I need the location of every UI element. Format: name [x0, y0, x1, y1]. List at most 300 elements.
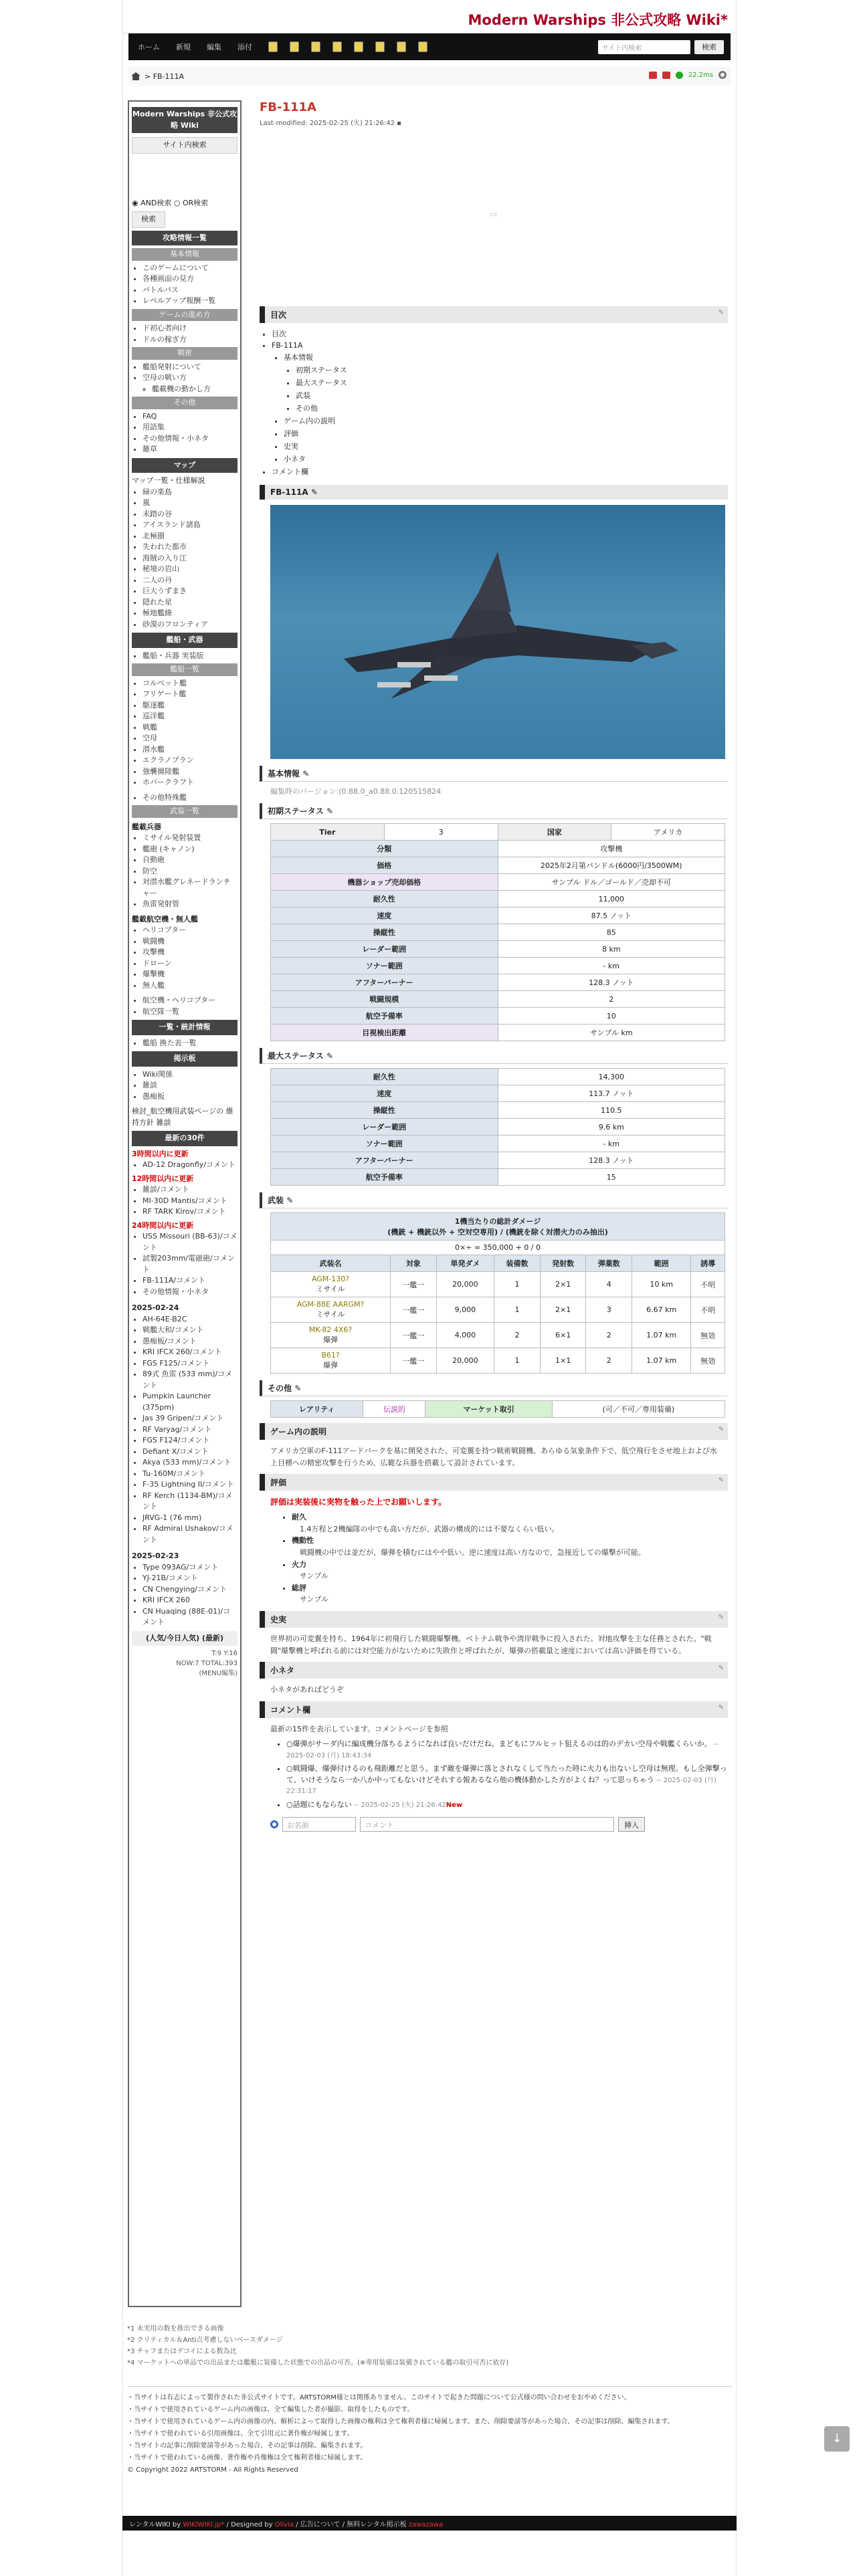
table-cell: 航空予備率: [271, 1169, 498, 1186]
footnote: *3 チャフまたはデコイによる数為比: [127, 2348, 237, 2355]
list-item[interactable]: • 航空機・ヘリコプター: [142, 995, 237, 1006]
scroll-top-button[interactable]: [824, 2426, 850, 2452]
edit-icon[interactable]: ✎: [326, 807, 334, 816]
recent-12h-list: [132, 1184, 237, 1218]
list-item[interactable]: • 強襲揚陸艦: [142, 766, 237, 778]
eval-list: [292, 1511, 728, 1606]
section-history-text: 史実: [270, 1614, 287, 1624]
list-item[interactable]: • 艦船発射について: [142, 362, 237, 373]
sidebar-section-attack: 攻略情報一覧: [132, 231, 237, 246]
table-cell: 20,000: [436, 1272, 494, 1297]
other-table: [270, 1400, 725, 1418]
list-item[interactable]: • その他情報・小ネタ: [142, 433, 237, 445]
list-item[interactable]: • KRI IFCX 260/コメント: [142, 1347, 237, 1358]
table-row: [271, 991, 725, 1008]
map-category[interactable]: マップ一覧・仕様解説: [132, 476, 205, 485]
list-item[interactable]: • 愚痴板: [142, 1091, 237, 1103]
section-weapons-text: 武装: [268, 1196, 284, 1205]
list-item[interactable]: • レベルアップ報酬一覧: [142, 296, 237, 307]
comment-input[interactable]: コメント: [360, 1817, 614, 1832]
table-cell: ソナー範囲: [271, 958, 498, 974]
stats-list: [132, 1038, 237, 1049]
nav-attach[interactable]: 添付: [237, 43, 252, 51]
table-cell: 2: [586, 1348, 632, 1374]
table-cell: 10: [498, 1008, 725, 1025]
list-item[interactable]: • 空母の戦い方: [142, 372, 237, 384]
header: [123, 0, 736, 33]
toolbar-list-icon[interactable]: [354, 41, 363, 52]
list-item[interactable]: • 駆逐艦: [142, 700, 237, 712]
copyright-block: [127, 2386, 733, 2476]
list-item[interactable]: • 未踏の谷: [142, 509, 237, 520]
copyright-line: ・当サイトで使用されているゲーム内の画像は、全て編集した者が撮影、取得をしたものです。: [127, 2406, 414, 2413]
toolbar-rename-icon[interactable]: [290, 41, 299, 52]
table-cell: 10 km: [632, 1272, 690, 1297]
gear-icon[interactable]: [719, 71, 727, 79]
toc-item[interactable]: • コメント欄: [272, 466, 728, 477]
copyright-line: ・当サイトで使用されているゲーム内の画像の内、解析によって取得した画像の権利は全て権利者様に帰属します。また、削除要請等があった場合、その記事は削除、編集されます。: [127, 2418, 674, 2426]
table-cell: 1: [494, 1297, 541, 1323]
list-item[interactable]: • 雑談: [142, 1080, 237, 1091]
section-heading-other: [260, 1380, 728, 1396]
list-item[interactable]: • 戦艦: [142, 722, 237, 734]
table-cell: [271, 1323, 391, 1348]
bookmark-icon[interactable]: [662, 72, 670, 79]
list-item[interactable]: • 空母: [142, 733, 237, 744]
footer-rental-link[interactable]: zawazawa: [408, 2521, 444, 2529]
air-extra-list: [132, 995, 237, 1017]
toc-item[interactable]: • 基本情報: [284, 352, 728, 362]
list-item[interactable]: • 海賊の入り江: [142, 553, 237, 564]
table-row: [271, 974, 725, 991]
table-cell: レーダー範囲: [271, 1119, 498, 1136]
table-cell: 113.7 ノット: [498, 1085, 725, 1102]
list-item[interactable]: • コルベット艦: [142, 678, 237, 689]
table-cell: [271, 1348, 391, 1374]
list-item[interactable]: • 愚痴板/コメント: [142, 1336, 237, 1348]
table-header: 装備数: [494, 1255, 541, 1272]
toc-heading-text: 目次: [270, 310, 287, 320]
toc-item[interactable]: • 武装: [296, 390, 728, 401]
list-item[interactable]: • 艦船・兵器 実装版: [142, 651, 237, 662]
edit-icon[interactable]: ✎: [718, 1477, 724, 1485]
list-item[interactable]: • 二人の丹: [142, 575, 237, 586]
ships-link-list: [132, 651, 237, 662]
table-header: 誘導: [691, 1255, 725, 1272]
edit-icon[interactable]: ✎: [718, 1665, 724, 1673]
toc-item[interactable]: • 評価: [284, 428, 728, 439]
ad-placeholder: [260, 127, 728, 301]
nav-home[interactable]: ホーム: [138, 43, 160, 51]
section-initial-text: 初期ステータス: [268, 807, 324, 816]
header-search-button[interactable]: 検索: [694, 40, 724, 54]
toc-item[interactable]: • 史実: [284, 441, 728, 451]
edit-icon[interactable]: ✎: [718, 1426, 724, 1433]
table-row: [271, 1297, 725, 1323]
version-text: 編集時のバージョン:(0.88.0_a0.88.0.120515824: [270, 787, 442, 796]
list-item[interactable]: • 各種画面の見方: [142, 274, 237, 285]
name-input[interactable]: お名前: [282, 1817, 356, 1832]
list-item[interactable]: • AD-12 Dragonfly/コメント: [142, 1160, 237, 1171]
list-item[interactable]: • 89式 魚雷 (533 mm)/コメント: [142, 1369, 237, 1391]
toc: [260, 328, 728, 477]
history-text: 世界初の可変翼を持ち、1964年に初飛行した戦闘爆撃機。ベトナム戦争や湾岸戦争に投入された。対地攻撃を主な任務とされた。"戦闘"爆撃機と呼ばれる前には対空能力がないために失敗作と呼ばれたが、爆弾の搭載量と速度においては高い評価を得ている。: [270, 1634, 712, 1655]
footer-text: / Designed by: [226, 2521, 273, 2529]
list-item[interactable]: • フリゲート艦: [142, 689, 237, 700]
section-heading-max: [260, 1048, 728, 1064]
list-item[interactable]: • 戦闘機: [142, 936, 237, 948]
other-list: [132, 411, 237, 455]
table-cell: 15: [498, 1169, 725, 1186]
list-item[interactable]: • FGS F124/コメント: [142, 1435, 237, 1446]
recent-24h-list: [132, 1231, 237, 1297]
table-cell: 2×1: [540, 1297, 586, 1323]
comment-form: [270, 1817, 717, 1832]
list-item[interactable]: • Akya (533 mm)/コメント: [142, 1457, 237, 1469]
list-item[interactable]: • このゲームについて: [142, 263, 237, 274]
toolbar-help-icon[interactable]: [397, 41, 406, 52]
recent-3h-label: 3時間以内に更新: [132, 1149, 189, 1158]
table-row: [271, 1169, 725, 1186]
site-title[interactable]: Modern Warships 非公式攻略 Wiki*: [468, 12, 728, 28]
caption-line: 1機当たりの総計ダメージ: [454, 1217, 541, 1226]
sidebar-section-map: マップ: [132, 458, 237, 473]
list-item[interactable]: • 潜水艦: [142, 744, 237, 756]
list-item[interactable]: • FGS F125/コメント: [142, 1358, 237, 1370]
table-header: 対象: [391, 1255, 437, 1272]
list-item[interactable]: • その他特殊艦: [142, 792, 237, 804]
table-cell: 1×1: [540, 1348, 586, 1374]
edit-icon[interactable]: ✎: [718, 309, 724, 316]
section-trivia-text: 小ネタ: [270, 1666, 295, 1676]
table-cell: 不明: [691, 1297, 725, 1323]
toc-item[interactable]: • 初期ステータス: [296, 364, 728, 375]
edit-icon[interactable]: ✎: [718, 1613, 724, 1621]
list-item[interactable]: • 巡洋艦: [142, 711, 237, 722]
home-icon[interactable]: [131, 72, 140, 80]
desc-text: アメリカ空軍のF-111アードバークを基に開発された、可変翼を持つ戦術戦闘機。あらゆる気象条件下で、低空飛行をさせ地上および水上目標への精密攻撃を行うため、広範な兵器を搭載して設計されています。: [270, 1446, 717, 1467]
header-search-input[interactable]: サイト内検索: [598, 40, 690, 54]
sidebar-section-ships: 艦船・武器: [132, 633, 237, 648]
table-cell: 操縦性: [271, 924, 498, 941]
toc-item[interactable]: • 小ネタ: [284, 453, 728, 464]
list-item[interactable]: • ドローン: [142, 958, 237, 970]
toc-item[interactable]: • 目次: [272, 328, 728, 339]
list-item[interactable]: • 極地艦線: [142, 608, 237, 619]
weapon-type: ミサイル: [316, 1310, 345, 1319]
list-item[interactable]: • 自動砲: [142, 855, 237, 866]
copyright-line: ・当サイトで使われている画像、著作権や肖像権は全て権利者様に帰属します。: [127, 2454, 367, 2462]
section-basic-text: 基本情報: [268, 769, 300, 778]
air-category[interactable]: 艦載航空機・無人艦: [132, 914, 198, 924]
table-cell: 6×1: [540, 1323, 586, 1348]
list-item[interactable]: • 嵐: [142, 498, 237, 509]
table-row: [271, 958, 725, 974]
table-cell: 目視検出距離: [271, 1025, 498, 1041]
comment-text: ○爆弾がサーダ内に編成機分落ちるようになれば良いだけだね。まどもにフルヒット狙えるのは的のデカい空母や戦艦くらいか。: [286, 1739, 712, 1749]
copyright-line: © Copyright 2022 ARTSTORM - All Rights Reserved: [127, 2466, 298, 2474]
sidebar-wiki-name[interactable]: Modern Warships 非公式攻略 Wiki: [132, 107, 237, 133]
list-item[interactable]: • ド初心者向け: [142, 323, 237, 334]
basic-list: [132, 263, 237, 307]
and-label: AND検索: [140, 198, 172, 207]
list-item[interactable]: • エクラノプラン: [142, 755, 237, 766]
ad-icon: ▭: [490, 209, 498, 219]
ship-list: [132, 678, 237, 788]
recent-d1-list: [132, 1314, 237, 1546]
list-item[interactable]: • 艦砲 (キャノン): [142, 844, 237, 855]
arrow-down-icon: ↓: [832, 2432, 842, 2446]
table-row: [271, 1102, 725, 1119]
list-item[interactable]: • YJ-21B/コメント: [142, 1573, 237, 1584]
sidebar-section-weapons: 武装一覧: [132, 805, 237, 818]
table-cell: 3: [586, 1297, 632, 1323]
list-item[interactable]: • 艦船 換た表一覧: [142, 1038, 237, 1049]
table-cell: 14,300: [498, 1069, 725, 1085]
table-row: [271, 1348, 725, 1374]
toc-item[interactable]: • 最大ステータス: [296, 377, 728, 388]
section-heading-history: [260, 1611, 728, 1628]
toolbar-recent-icon[interactable]: [375, 41, 385, 52]
list-item[interactable]: • 雑談/コメント: [142, 1184, 237, 1196]
list-item[interactable]: ◦ 艦載機の動かし方: [152, 384, 237, 395]
table-header: 単発ダメ: [436, 1255, 494, 1272]
list-item[interactable]: • Defiant X/コメント: [142, 1446, 237, 1458]
list-item[interactable]: • 失われた都市: [142, 542, 237, 553]
toolbar-backup-icon[interactable]: [332, 41, 342, 52]
table-header: 武装名: [271, 1255, 391, 1272]
menu-edit-link[interactable]: (MENU編集): [199, 1670, 237, 1677]
footer-designer-link[interactable]: Olivia: [274, 2521, 294, 2529]
comment-meta: -- 2025-02-03 (月) 18:43:34: [286, 1741, 719, 1759]
toc-heading: [260, 306, 728, 323]
caption-line: (機銃 + 機銃以外 + 空対空専用) / (機銃を除く対潜火力のみ抽出): [387, 1228, 608, 1237]
table-cell: 9,000: [436, 1297, 494, 1323]
toolbar-rss-icon[interactable]: [418, 41, 427, 52]
section-comments-text: コメント欄: [270, 1705, 311, 1715]
table-row: [271, 1152, 725, 1169]
list-item[interactable]: • ヘリコプター: [142, 925, 237, 936]
list-item[interactable]: • ドルの稼ぎ方: [142, 334, 237, 346]
sidebar-section-shiplist: 艦船一覧: [132, 663, 237, 676]
list-item[interactable]: • ホバークラフト: [142, 777, 237, 788]
initial-stats-table: [270, 823, 725, 1041]
weapon-name[interactable]: MK-82 4X6?: [308, 1325, 353, 1334]
sidebar-section-board: 掲示板: [132, 1051, 237, 1067]
list-item[interactable]: • F-35 Lightning II/コメント: [142, 1479, 237, 1491]
footer: [122, 2516, 737, 2531]
weapons-total: 0×÷ = 350,000 + 0 / 0: [271, 1241, 725, 1255]
section-max-text: 最大ステータス: [268, 1051, 324, 1061]
footer-ad-link[interactable]: / 広告について: [296, 2521, 341, 2529]
toc-item[interactable]: • ゲーム内の説明: [284, 415, 728, 426]
status-dot-icon: [676, 72, 683, 79]
table-cell: アフターバーナー: [271, 974, 498, 991]
list-item[interactable]: • Tu-160M/コメント: [142, 1469, 237, 1480]
recent-12h-label: 12時間以内に更新: [132, 1174, 194, 1183]
eval-desc: 戦闘機の中では並だが、爆弾を積むにはやや低い。逆に速度は高い方なので、急接近しての爆撃が可能。: [300, 1547, 646, 1557]
table-cell: 8 km: [498, 941, 725, 958]
list-item[interactable]: • USS Missouri (BB-63)/コメント: [142, 1231, 237, 1253]
sidebar-search-button[interactable]: サイト内検索: [132, 137, 237, 154]
navbar: [128, 33, 731, 60]
table-cell: 6.67 km: [632, 1297, 690, 1323]
list-item[interactable]: • その他情報・小ネタ: [142, 1287, 237, 1298]
toc-item[interactable]: • その他: [296, 403, 728, 413]
list-item[interactable]: • Wiki関係: [142, 1069, 237, 1081]
table-cell: アフターバーナー: [271, 1152, 498, 1169]
footer-brand-link[interactable]: WIKIWIKI.jp*: [183, 2521, 225, 2529]
list-item[interactable]: • 航空隊一覧: [142, 1006, 237, 1018]
edit-icon[interactable]: ✎: [310, 488, 318, 497]
list-item[interactable]: • RF TARK Kirov/コメント: [142, 1206, 237, 1218]
sidebar-section-other: その他: [132, 397, 237, 409]
toolbar-copy-icon[interactable]: [268, 41, 278, 52]
main-content: [260, 100, 728, 1838]
list-item[interactable]: • 北極圏: [142, 531, 237, 542]
list-item[interactable]: • MI-30D Mantis/コメント: [142, 1196, 237, 1207]
list-item[interactable]: • 対潜水艦グレネードランチャー: [142, 877, 237, 899]
table-cell: 20,000: [436, 1348, 494, 1374]
list-item[interactable]: • 魚雷発射管: [142, 899, 237, 910]
list-item[interactable]: • 無人艦: [142, 980, 237, 992]
sidebar-section-stats: 一覧・統計情報: [132, 1020, 237, 1035]
table-row: [271, 891, 725, 907]
eval-title: 総評: [292, 1583, 306, 1592]
list-item[interactable]: • RF Kerch (1134-BM)/コメント: [142, 1491, 237, 1513]
list-item[interactable]: • Pumpkin Launcher (375pm): [142, 1391, 237, 1413]
section-eval-text: 評価: [270, 1478, 287, 1488]
list-item[interactable]: • 戦艦大和/コメント: [142, 1325, 237, 1336]
list-item: [292, 1559, 728, 1582]
table-cell: 2: [498, 991, 725, 1008]
list-item[interactable]: • 攻撃機: [142, 947, 237, 958]
nav-edit[interactable]: 編集: [207, 43, 221, 51]
table-cell: 分類: [271, 841, 498, 857]
table-cell: 無効: [691, 1323, 725, 1348]
table-header: 弾薬数: [586, 1255, 632, 1272]
weapon-name[interactable]: AGM-88E AARGM?: [296, 1300, 365, 1309]
footnote: *4 マーケットへの単品での出品または艦艇に装備した状態での出品の可否。(※専用装備は装備されている艦の取引可否に依存): [127, 2359, 509, 2367]
visitors-title[interactable]: (人気/今日人気) (最新): [132, 1631, 237, 1646]
comments-intro[interactable]: 最新の15件を表示しています。コメントページを参照: [270, 1724, 448, 1733]
list-item[interactable]: • 巨大うずまき: [142, 586, 237, 597]
recent-date-2: 2025-02-23: [132, 1551, 179, 1560]
air-list: [132, 925, 237, 991]
board-list: [132, 1069, 237, 1103]
breadcrumb-bar: [128, 67, 731, 86]
list-item[interactable]: • 試製203mm/電磁砲/コメント: [142, 1253, 237, 1275]
list-item[interactable]: • Jas 39 Gripen/コメント: [142, 1413, 237, 1424]
list-item[interactable]: • CN Huaqing (88E-01)/コメント: [142, 1606, 237, 1628]
section-main-text: FB-111A: [270, 488, 308, 497]
trivia-text: 小ネタがあればどうぞ: [270, 1685, 344, 1695]
list-item[interactable]: • 砂漠のフロンティア: [142, 619, 237, 631]
table-cell: 110.5: [498, 1102, 725, 1119]
sidebar-section-tactics: 戦術: [132, 347, 237, 360]
comment-radio[interactable]: [270, 1820, 278, 1828]
list-item[interactable]: • Type 093AG/コメント: [142, 1562, 237, 1574]
weapon-category[interactable]: 艦載兵器: [132, 822, 161, 831]
toolbar-diff-icon[interactable]: [311, 41, 320, 52]
section-heading-eval: [260, 1474, 728, 1491]
sidebar-section-progress: ゲームの進め方: [132, 309, 237, 322]
nav-new[interactable]: 新規: [176, 43, 191, 51]
weapon-list: [132, 833, 237, 910]
breadcrumb[interactable]: > FB-111A: [145, 72, 185, 81]
table-cell: 1.07 km: [632, 1323, 690, 1348]
list-item[interactable]: • FAQ: [142, 411, 237, 423]
edit-icon[interactable]: ✎: [718, 1703, 724, 1711]
list-item[interactable]: • CN Chengying/コメント: [142, 1584, 237, 1596]
table-cell: 操縦性: [271, 1102, 498, 1119]
table-cell: 航空予備率: [271, 1008, 498, 1025]
insert-button[interactable]: 挿入: [618, 1817, 645, 1832]
list-item[interactable]: • 秘境の岩山: [142, 564, 237, 575]
clock-icon: ▪: [397, 120, 401, 127]
map-list: [132, 487, 237, 631]
table-cell: 2: [494, 1323, 541, 1348]
edit-icon[interactable]: ✎: [326, 1051, 334, 1061]
edit-icon[interactable]: ✎: [286, 1196, 294, 1205]
table-cell: 128.3 ノット: [498, 1152, 725, 1169]
list-item[interactable]: • アイスランド諸島: [142, 520, 237, 531]
list-item[interactable]: • RF Admiral Ushakov/コメント: [142, 1523, 237, 1545]
edit-icon[interactable]: ✎: [302, 769, 310, 778]
list-item[interactable]: • ミサイル発射装置: [142, 833, 237, 844]
weapon-name[interactable]: B61?: [321, 1351, 340, 1360]
list-item[interactable]: • 用語集: [142, 422, 237, 433]
last-modified: [260, 117, 728, 127]
list-item[interactable]: • 緑の楽島: [142, 487, 237, 498]
list-item[interactable]: • FB-111A/コメント: [142, 1275, 237, 1287]
weapon-name[interactable]: AGM-130?: [311, 1275, 350, 1283]
toc-item[interactable]: • FB-111A: [272, 341, 728, 350]
maint-link[interactable]: 検討_航空機用武装ページの 維持方針 雑談: [132, 1107, 233, 1127]
eval-desc: 1.4万程と2機編隊の中でも高い方だが、武器の構成的には不要なくらい低い。: [300, 1524, 559, 1533]
list-item: [292, 1535, 728, 1558]
list-item[interactable]: • RF Varyag/コメント: [142, 1424, 237, 1436]
table-row: [271, 857, 725, 874]
copyright-line: ・当サイトの記事に削除要請等があった場合、その記事は削除、編集されます。: [127, 2442, 367, 2450]
list-item[interactable]: • バトルパス: [142, 285, 237, 296]
comment-meta: -- 2025-02-25 (火) 21:26:42: [354, 1801, 446, 1809]
list-item[interactable]: • 防空: [142, 866, 237, 877]
edit-icon[interactable]: ✎: [294, 1384, 302, 1393]
list-item[interactable]: • 爆撃機: [142, 969, 237, 980]
recent-d2-list: [132, 1562, 237, 1628]
share-icon[interactable]: [649, 72, 657, 79]
weapon-type: 爆弾: [323, 1335, 339, 1344]
table-cell: 9.6 km: [498, 1119, 725, 1136]
and-radio[interactable]: ◉: [132, 198, 138, 207]
list-item[interactable]: • 隠れた星: [142, 597, 237, 609]
list-item[interactable]: • JRVG-1 (76 mm): [142, 1513, 237, 1524]
sidebar-search-submit[interactable]: 検索: [132, 211, 165, 228]
list-item[interactable]: • AH-64E-B2C: [142, 1314, 237, 1325]
section-heading-trivia: [260, 1662, 728, 1679]
table-header: 発射数: [540, 1255, 586, 1272]
weapon-type: 爆弾: [323, 1361, 339, 1370]
eval-title: 機動性: [292, 1536, 314, 1545]
or-radio[interactable]: ○: [173, 198, 181, 207]
list-item[interactable]: • 雑草: [142, 444, 237, 455]
table-row: [271, 1272, 725, 1297]
render-time: 22.2ms: [688, 71, 713, 79]
list-item[interactable]: • KRI IFCX 260: [142, 1595, 237, 1606]
recent-date-1: 2025-02-24: [132, 1303, 179, 1312]
list-item: [286, 1739, 728, 1761]
